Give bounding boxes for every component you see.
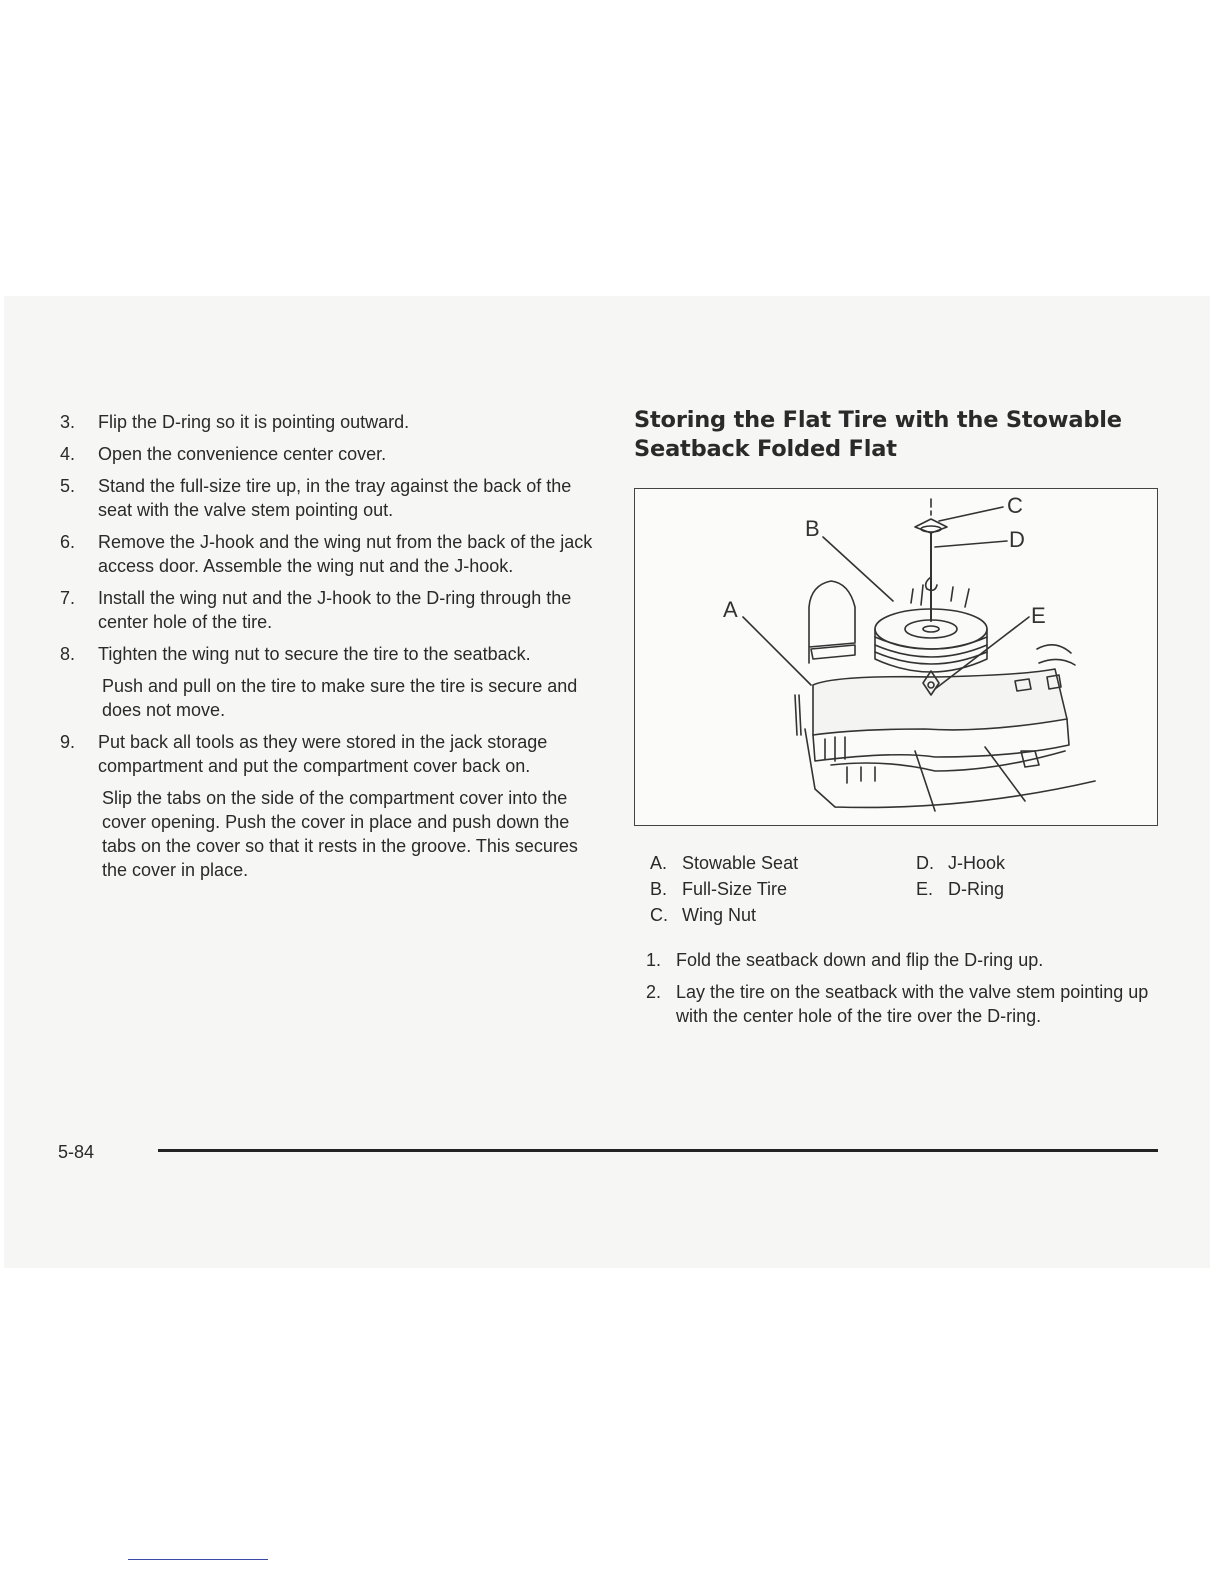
seatbelt-buckle (1037, 645, 1075, 665)
legend-key: A. (650, 853, 668, 873)
legend-item-d (916, 850, 1005, 876)
legend-item-a (650, 850, 798, 876)
step-number: 2. (646, 982, 662, 1002)
step-text: Fold the seatback down and flip the D-ring up. (676, 950, 1044, 970)
legend-item-e (916, 876, 1005, 902)
step-number: 3. (60, 412, 76, 432)
step-6 (60, 530, 600, 578)
step-5 (60, 474, 600, 522)
step-number: 4. (60, 444, 76, 464)
legend-label: D-Ring (948, 879, 1005, 899)
step-text: Install the wing nut and the J-hook to the D-ring through the center hole of the tire. (98, 588, 572, 632)
headrest-base (811, 645, 855, 659)
callout-leader-a (743, 617, 811, 685)
floor-outline (805, 729, 1095, 807)
legend-key: B. (650, 879, 668, 899)
right-steps (634, 948, 1164, 1028)
step-2 (646, 980, 1164, 1028)
callout-label-a: A (723, 597, 738, 622)
step-number: 6. (60, 532, 76, 552)
step-text: Tighten the wing nut to secure the tire to the seatback. (98, 644, 531, 664)
step-text: Flip the D-ring so it is pointing outward. (98, 412, 410, 432)
legend-label: Stowable Seat (682, 853, 799, 873)
callout-leader-d (935, 541, 1007, 547)
legend-key: D. (916, 853, 934, 873)
step-text: Lay the tire on the seatback with the valve stem pointing up with the center hole of the tire over the D-ring. (676, 982, 1149, 1026)
step-number: 9. (60, 732, 76, 752)
step-7 (60, 586, 600, 634)
section-title: Storing the Flat Tire with the Stowable Seatback Folded Flat (634, 407, 1122, 462)
legend-label: Wing Nut (682, 905, 757, 925)
step-text: Stand the full-size tire up, in the tray against the back of the seat with the valve stem pointing out. (98, 476, 572, 520)
legend-item-c (650, 902, 798, 928)
legend-column-right (916, 850, 1005, 902)
callout-label-c: C (1007, 493, 1023, 518)
tire-storage-drawing (635, 489, 1157, 825)
footer-rule (158, 1149, 1158, 1152)
tire-storage-illustration (634, 488, 1158, 826)
figure-legend (634, 850, 1164, 940)
legend-label: J-Hook (948, 853, 1006, 873)
legend-key: E. (916, 879, 934, 899)
legend-key: C. (650, 905, 668, 925)
seat-bracket (847, 767, 875, 783)
wheel-spokes (911, 585, 969, 607)
callout-label-d: D (1009, 527, 1025, 552)
legend-item-b (650, 876, 798, 902)
callout-label-b: B (805, 516, 820, 541)
step-text: Put back all tools as they were stored in the jack storage compartment and put the compartment cover back on. (98, 732, 548, 776)
seat-side (795, 695, 801, 735)
step-number: 7. (60, 588, 76, 608)
legend-label: Full-Size Tire (682, 879, 788, 899)
callout-leader-b (823, 537, 893, 601)
step-3 (60, 410, 600, 434)
step-8 (60, 642, 600, 722)
bottom-underline (128, 1559, 268, 1560)
step-number: 1. (646, 950, 662, 970)
step-number: 5. (60, 476, 76, 496)
seat-rail (831, 751, 1065, 771)
page-number: 5-84 (58, 1142, 95, 1162)
step-text: Remove the J-hook and the wing nut from the back of the jack access door. Assemble the wing nut and the J-hook. (98, 532, 593, 576)
callout-leader-c (939, 507, 1003, 521)
step-4 (60, 442, 600, 466)
legend-column-left (650, 850, 798, 928)
step-9 (60, 730, 600, 882)
right-column (634, 406, 1164, 1036)
step-text: Open the convenience center cover. (98, 444, 387, 464)
left-column (60, 410, 600, 890)
step-number: 8. (60, 644, 76, 664)
step-note: Push and pull on the tire to make sure the tire is secure and does not move. (102, 676, 578, 720)
step-note: Slip the tabs on the side of the compartment cover into the cover opening. Push the cover in place and push down the tabs on the cover so that it rests in the groove. This secures the cover in place. (102, 788, 578, 880)
headrest (809, 581, 855, 663)
step-1 (646, 948, 1164, 972)
callout-label-e: E (1031, 603, 1046, 628)
